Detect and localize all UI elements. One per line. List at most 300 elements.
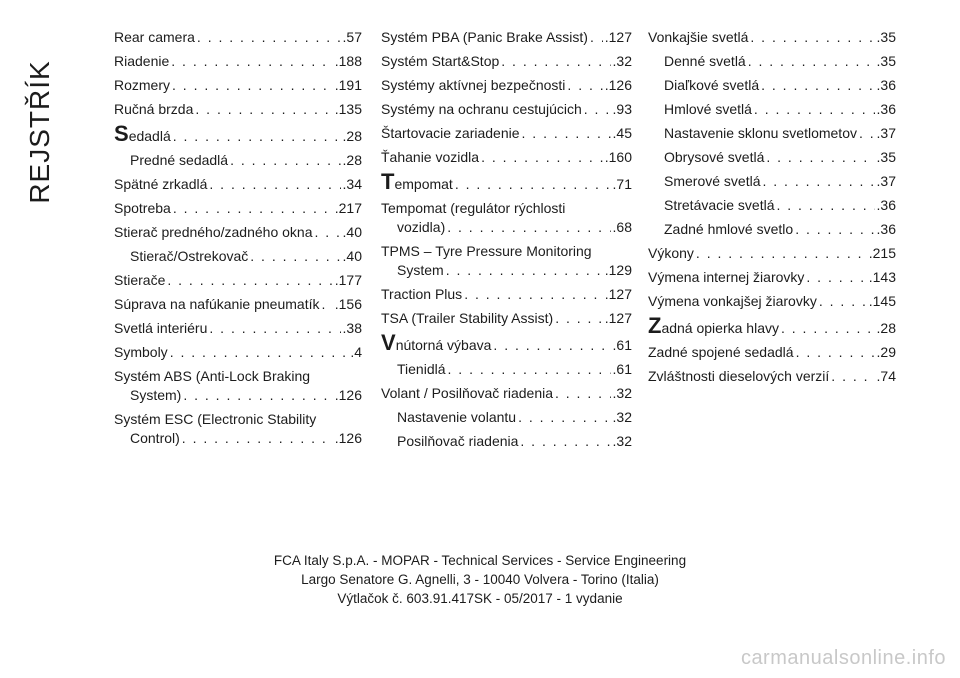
index-column-1 <box>114 28 362 453</box>
entry-label <box>114 76 170 95</box>
leader-dots <box>555 384 611 403</box>
leader-dots <box>831 367 874 386</box>
entry-label <box>114 295 319 314</box>
page-prefix-dot: . <box>334 200 339 216</box>
index-entry <box>114 52 362 71</box>
entry-text: Denné svetlá <box>664 53 746 69</box>
leader-dots <box>447 218 610 237</box>
page-prefix-dot: . <box>612 361 617 377</box>
page-prefix-dot: . <box>334 53 339 69</box>
entry-text: TSA (Trailer Stability Assist) <box>381 310 554 326</box>
entry-text: Spotreba <box>114 200 171 216</box>
index-entry <box>114 247 362 266</box>
page-prefix-dot: . <box>604 77 609 93</box>
index-entry <box>114 199 362 218</box>
entry-row <box>114 175 362 194</box>
entry-label <box>381 52 499 71</box>
leader-dots <box>754 100 875 119</box>
leader-dots <box>455 175 611 194</box>
entry-label <box>381 28 588 47</box>
entry-label <box>114 343 168 362</box>
entry-row <box>381 330 632 355</box>
leader-dots <box>167 271 332 290</box>
entry-row <box>381 408 632 427</box>
leader-dots <box>761 76 874 95</box>
entry-row <box>114 28 362 47</box>
index-entry <box>114 175 362 194</box>
page-number: 28 <box>346 152 362 168</box>
entry-label <box>114 319 207 338</box>
leader-dots <box>464 285 603 304</box>
entry-text: nútorná výbava <box>395 337 492 353</box>
leader-dots <box>522 124 611 143</box>
page-prefix-dot: . <box>876 197 881 213</box>
page-number: 29 <box>880 344 896 360</box>
entry-text: Riadenie <box>114 53 170 69</box>
leader-dots <box>762 172 874 191</box>
page-prefix-dot: . <box>612 433 617 449</box>
index-entry <box>114 410 362 448</box>
leader-dots <box>696 244 867 263</box>
page-number: 217 <box>338 200 362 216</box>
leader-dots <box>170 343 349 362</box>
index-entry <box>114 367 362 405</box>
page-prefix-dot: . <box>350 344 355 360</box>
index-entry <box>381 360 632 379</box>
page-number: 160 <box>608 149 632 165</box>
page-prefix-dot: . <box>876 173 881 189</box>
index-entry <box>381 199 632 237</box>
index-entry <box>114 76 362 95</box>
index-entry <box>114 319 362 338</box>
entry-text: Tienidlá <box>397 361 446 377</box>
index-entry <box>381 169 632 194</box>
entry-text: Stretávacie svetlá <box>664 197 775 213</box>
page-prefix-dot: . <box>342 176 347 192</box>
page-number: 40 <box>346 248 362 264</box>
entry-row <box>114 121 362 146</box>
leader-dots <box>321 295 332 314</box>
index-entry <box>648 124 896 143</box>
page-prefix-dot: . <box>876 221 881 237</box>
leader-dots <box>182 429 333 448</box>
leader-dots <box>777 196 875 215</box>
entry-text: Spätné zrkadlá <box>114 176 208 192</box>
page-number: 126 <box>338 430 362 446</box>
page-prefix-dot: . <box>612 409 617 425</box>
entry-text: Traction Plus <box>381 286 463 302</box>
page-number: 126 <box>608 77 632 93</box>
leader-dots <box>750 28 874 47</box>
entry-text: Výmena internej žiarovky <box>648 269 805 285</box>
entry-text: Súprava na nafúkanie pneumatík <box>114 296 320 312</box>
entry-label <box>381 76 565 95</box>
section-letter: S <box>114 121 129 146</box>
entry-text: Systémy na ochranu cestujúcich <box>381 101 582 117</box>
publisher-footer <box>0 551 960 608</box>
entry-text: System) <box>130 387 182 403</box>
entry-label <box>664 100 752 119</box>
entry-text: Výkony <box>648 245 694 261</box>
index-entry <box>381 242 632 280</box>
page-prefix-dot: . <box>342 29 347 45</box>
index-entry <box>381 148 632 167</box>
entry-label <box>114 271 165 290</box>
entry-text: Ručná brzda <box>114 101 194 117</box>
leader-dots <box>520 432 610 451</box>
entry-text: Nastavenie sklonu svetlometov <box>664 125 857 141</box>
entry-row <box>648 28 896 47</box>
leader-dots <box>314 223 340 242</box>
page-number: 215 <box>872 245 896 261</box>
entry-label <box>381 285 462 304</box>
index-entry <box>648 268 896 287</box>
page-prefix-dot: . <box>612 219 617 235</box>
page-prefix-dot: . <box>604 29 609 45</box>
entry-text: Volant / Posilňovač riadenia <box>381 385 553 401</box>
page-number: 36 <box>880 221 896 237</box>
page-prefix-dot: . <box>334 101 339 117</box>
index-entry <box>381 28 632 47</box>
leader-dots <box>171 52 332 71</box>
entry-row <box>114 319 362 338</box>
entry-label <box>381 330 492 355</box>
page-number: 37 <box>880 125 896 141</box>
entry-row <box>648 367 896 386</box>
entry-text: Zadné hmlové svetlo <box>664 221 794 237</box>
page-number: 129 <box>608 262 632 278</box>
page-number: 177 <box>338 272 362 288</box>
leader-dots <box>209 319 340 338</box>
entry-label <box>648 292 817 311</box>
page-number: 36 <box>880 197 896 213</box>
page-number: 37 <box>880 173 896 189</box>
index-entry <box>114 28 362 47</box>
index-entry <box>381 52 632 71</box>
index-entry <box>648 100 896 119</box>
entry-label <box>397 261 444 280</box>
index-entry <box>648 28 896 47</box>
entry-row <box>648 292 896 311</box>
index-entry <box>648 196 896 215</box>
entry-label <box>381 309 553 328</box>
entry-row <box>381 261 632 280</box>
section-letter: Z <box>648 313 662 338</box>
entry-row <box>381 52 632 71</box>
page-number: 135 <box>338 101 362 117</box>
page-number: 57 <box>346 29 362 45</box>
entry-label <box>114 100 193 119</box>
page-number: 45 <box>616 125 632 141</box>
index-entry <box>114 295 362 314</box>
index-entry <box>648 172 896 191</box>
entry-row <box>648 124 896 143</box>
entry-row <box>114 223 362 242</box>
entry-row <box>381 100 632 119</box>
entry-row <box>381 218 632 237</box>
leader-dots <box>172 76 333 95</box>
entry-label <box>648 244 694 263</box>
page-number: 32 <box>616 53 632 69</box>
index-entry <box>648 367 896 386</box>
entry-text: Ťahanie vozidla <box>381 149 480 165</box>
index-entry <box>381 309 632 328</box>
page-prefix-dot: . <box>334 77 339 93</box>
page-prefix-dot: . <box>876 344 881 360</box>
page-prefix-dot: . <box>334 272 339 288</box>
entry-row <box>381 148 632 167</box>
entry-label <box>114 223 312 242</box>
entry-text: Systémy aktívnej bezpečnosti <box>381 77 566 93</box>
page-number: 36 <box>880 77 896 93</box>
entry-text: Zadné spojené sedadlá <box>648 344 794 360</box>
page-prefix-dot: . <box>342 128 347 144</box>
entry-row <box>381 309 632 328</box>
entry-text-line: Tempomat (regulátor rýchlosti <box>381 200 566 216</box>
entry-row <box>381 124 632 143</box>
entry-row <box>114 343 362 362</box>
entry-row <box>381 169 632 194</box>
entry-row <box>648 52 896 71</box>
entry-label <box>648 367 829 386</box>
entry-row <box>114 429 362 448</box>
index-entry <box>114 343 362 362</box>
section-letter: T <box>381 169 395 194</box>
entry-row <box>114 199 362 218</box>
entry-text: Vonkajšie svetlá <box>648 29 749 45</box>
page-prefix-dot: . <box>604 310 609 326</box>
entry-row <box>648 148 896 167</box>
entry-text: vozidla) <box>397 219 446 235</box>
leader-dots <box>230 151 340 170</box>
leader-dots <box>481 148 603 167</box>
leader-dots <box>584 100 611 119</box>
page-number: 36 <box>880 101 896 117</box>
page-prefix-dot: . <box>876 77 881 93</box>
leader-dots <box>819 292 867 311</box>
entry-row <box>648 172 896 191</box>
page-prefix-dot: . <box>868 293 873 309</box>
page-prefix-dot: . <box>612 385 617 401</box>
page-number: 143 <box>872 269 896 285</box>
entry-label <box>381 148 479 167</box>
page-prefix-dot: . <box>604 286 609 302</box>
entry-row <box>114 295 362 314</box>
index-column-2 <box>381 28 632 456</box>
entry-text: Zvláštnosti dieselových verzií <box>648 368 830 384</box>
section-letter: V <box>381 330 396 355</box>
entry-label <box>664 76 759 95</box>
entry-label <box>664 52 746 71</box>
page-prefix-dot: . <box>876 149 881 165</box>
page-prefix-dot: . <box>876 320 881 336</box>
index-entry <box>381 384 632 403</box>
page-number: 61 <box>616 337 632 353</box>
section-title: REJSTŘÍK <box>24 60 55 204</box>
entry-row <box>114 76 362 95</box>
entry-text: Systém PBA (Panic Brake Assist) <box>381 29 588 45</box>
entry-label <box>397 360 446 379</box>
page-number: 68 <box>616 219 632 235</box>
page-number: 93 <box>616 101 632 117</box>
entry-text: Posilňovač riadenia <box>397 433 519 449</box>
entry-label <box>397 408 516 427</box>
entry-row <box>648 244 896 263</box>
page-prefix-dot: . <box>604 149 609 165</box>
entry-row <box>114 386 362 405</box>
entry-label <box>114 28 195 47</box>
index-entry <box>648 52 896 71</box>
entry-row <box>648 343 896 362</box>
page-number: 191 <box>338 77 362 93</box>
index-entry <box>114 100 362 119</box>
index-entry <box>648 313 896 338</box>
entry-label <box>381 169 453 194</box>
page-number: 28 <box>880 320 896 336</box>
page-number: 35 <box>880 53 896 69</box>
leader-dots <box>766 148 874 167</box>
entry-label <box>130 429 180 448</box>
leader-dots <box>518 408 610 427</box>
leader-dots <box>446 261 603 280</box>
entry-row <box>114 151 362 170</box>
entry-text-line: Systém ABS (Anti-Lock Braking <box>114 368 311 384</box>
leader-dots <box>195 100 332 119</box>
entry-row <box>648 220 896 239</box>
entry-text-line: TPMS – Tyre Pressure Monitoring <box>381 243 592 259</box>
entry-text: Symboly <box>114 344 168 360</box>
index-entry <box>381 285 632 304</box>
leader-dots <box>748 52 875 71</box>
leader-dots <box>590 28 603 47</box>
leader-dots <box>795 220 874 239</box>
entry-label <box>130 151 228 170</box>
leader-dots <box>209 175 340 194</box>
entry-text: Rozmery <box>114 77 171 93</box>
page-number: 127 <box>608 286 632 302</box>
page-number: 35 <box>880 29 896 45</box>
page-prefix-dot: . <box>342 152 347 168</box>
leader-dots <box>173 199 333 218</box>
footer-line-1: FCA Italy S.p.A. - MOPAR - Technical Services - Service Engineering <box>273 553 687 568</box>
entry-text: Stierač predného/zadného okna <box>114 224 313 240</box>
page-number: 145 <box>872 293 896 309</box>
page-prefix-dot: . <box>868 269 873 285</box>
page-number: 35 <box>880 149 896 165</box>
page-number: 71 <box>616 176 632 192</box>
page-number: 38 <box>346 320 362 336</box>
index-entry <box>114 223 362 242</box>
page-prefix-dot: . <box>612 125 617 141</box>
footer-line-2: Largo Senatore G. Agnelli, 3 - 10040 Volvera - Torino (Italia) <box>301 572 659 587</box>
entry-text: Stierače <box>114 272 166 288</box>
entry-text-line: Systém ESC (Electronic Stability <box>114 411 317 427</box>
leader-dots <box>448 360 611 379</box>
page-prefix-dot: . <box>876 53 881 69</box>
entry-text: System <box>397 262 444 278</box>
entry-row <box>381 28 632 47</box>
entry-label <box>130 247 248 266</box>
index-entry <box>381 124 632 143</box>
entry-row <box>381 76 632 95</box>
entry-text: Nastavenie volantu <box>397 409 517 425</box>
entry-text: Predné sedadlá <box>130 152 229 168</box>
page-prefix-dot: . <box>604 262 609 278</box>
entry-row <box>381 384 632 403</box>
page-prefix-dot: . <box>612 101 617 117</box>
entry-label <box>397 432 518 451</box>
entry-text: Systém Start&Stop <box>381 53 500 69</box>
entry-label <box>397 218 445 237</box>
page-number: 61 <box>616 361 632 377</box>
page-number: 28 <box>346 128 362 144</box>
entry-row <box>381 360 632 379</box>
index-entry <box>648 76 896 95</box>
entry-text: Obrysové svetlá <box>664 149 765 165</box>
entry-text: adná opierka hlavy <box>661 320 779 336</box>
page-number: 188 <box>338 53 362 69</box>
page-number: 32 <box>616 433 632 449</box>
watermark-text: carmanualsonline.info <box>740 647 946 669</box>
page-prefix-dot: . <box>334 296 339 312</box>
page-number: 32 <box>616 385 632 401</box>
page-number: 156 <box>338 296 362 312</box>
entry-label <box>381 124 520 143</box>
entry-row <box>114 100 362 119</box>
page-number: 127 <box>608 29 632 45</box>
leader-dots <box>197 28 341 47</box>
entry-row <box>648 313 896 338</box>
entry-text: Smerové svetlá <box>664 173 761 189</box>
entry-text: edadlá <box>128 128 171 144</box>
leader-dots <box>806 268 866 287</box>
entry-label <box>648 313 779 338</box>
index-entry <box>648 148 896 167</box>
page-prefix-dot: . <box>342 320 347 336</box>
leader-dots <box>567 76 602 95</box>
entry-label <box>114 52 169 71</box>
page-number: 74 <box>880 368 896 384</box>
entry-row <box>648 196 896 215</box>
entry-text: Výmena vonkajšej žiarovky <box>648 293 817 309</box>
page-prefix-dot: . <box>612 176 617 192</box>
leader-dots <box>493 336 610 355</box>
entry-text: Svetlá interiéru <box>114 320 208 336</box>
entry-label <box>664 220 793 239</box>
entry-row <box>114 271 362 290</box>
page-prefix-dot: . <box>334 387 339 403</box>
entry-label <box>664 124 857 143</box>
page-prefix-dot: . <box>612 337 617 353</box>
leader-dots <box>501 52 610 71</box>
page-number: 127 <box>608 310 632 326</box>
page-prefix-dot: . <box>876 125 881 141</box>
index-entry <box>381 76 632 95</box>
entry-label <box>114 199 171 218</box>
entry-text: Stierač/Ostrekovač <box>130 248 249 264</box>
entry-text: Štartovacie zariadenie <box>381 125 520 141</box>
entry-row <box>381 432 632 451</box>
page-prefix-dot: . <box>612 53 617 69</box>
entry-label <box>648 268 804 287</box>
entry-label <box>381 100 582 119</box>
page-number: 32 <box>616 409 632 425</box>
index-entry <box>381 432 632 451</box>
entry-label <box>664 148 764 167</box>
entry-text: Hmlové svetlá <box>664 101 752 117</box>
entry-row <box>648 268 896 287</box>
page-prefix-dot: . <box>876 101 881 117</box>
